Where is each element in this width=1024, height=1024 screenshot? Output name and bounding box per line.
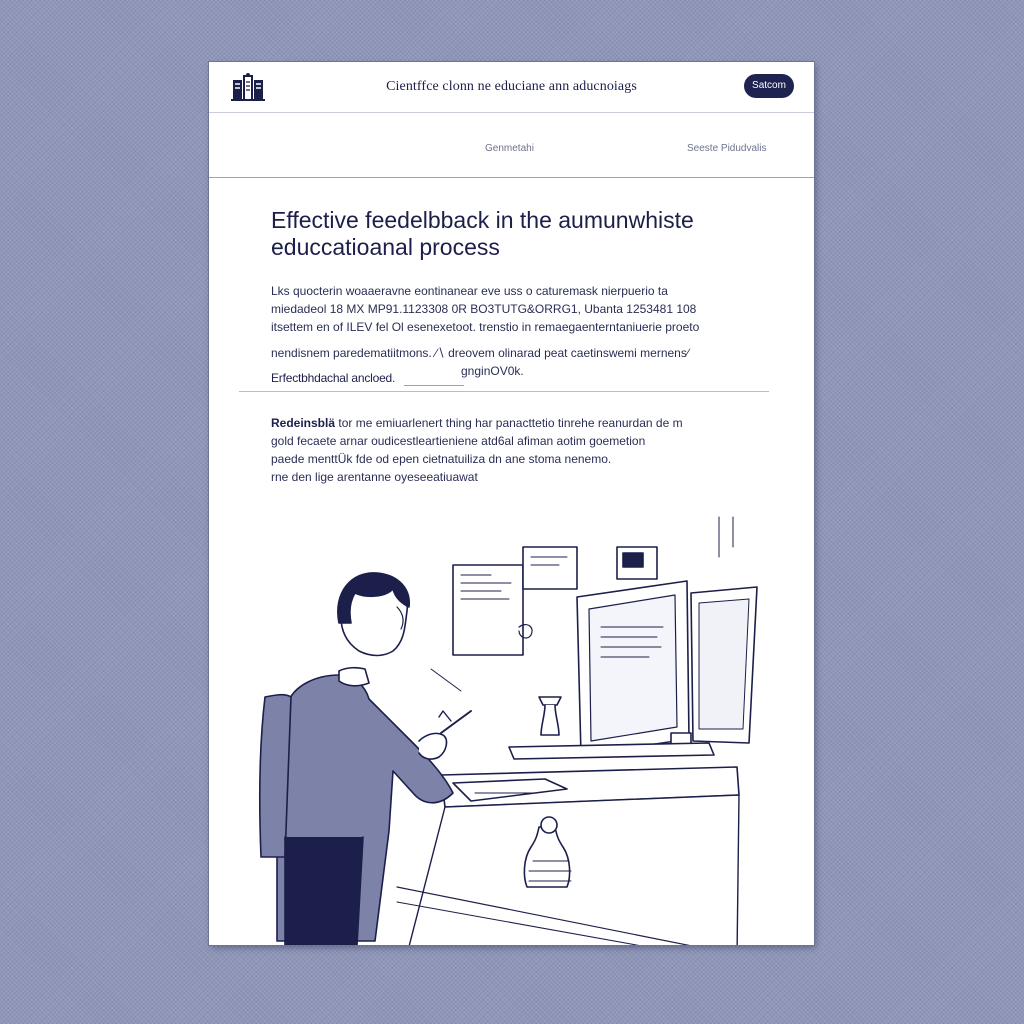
- person-at-desk-with-monitor-illustration: [209, 457, 814, 945]
- section-divider: [239, 391, 769, 392]
- body-line: rne den lige arentanne oyeseeatiuawat: [271, 470, 478, 484]
- subnav-link-1[interactable]: Genmetahi: [485, 143, 534, 154]
- section-subheading: Erfectbhdachal ancloed.: [271, 371, 396, 385]
- header-action-button[interactable]: Satcom: [744, 74, 794, 98]
- site-title: Cientffce clonn ne educiane ann aducnoiags: [386, 79, 637, 94]
- wall-note-left: [453, 565, 523, 655]
- person-trousers: [285, 837, 363, 945]
- article-page: [209, 62, 814, 945]
- intro-line: miedadeol 18 MX MP91.1123308 0R BO3TUTG&ORRG1, Ubanta 1253481 108: [271, 302, 697, 316]
- article-title: [271, 207, 751, 261]
- site-header: [209, 62, 814, 113]
- title-line-1: Effective feedelbback in the aumunwhiste: [271, 207, 694, 233]
- body-line: paede menttÜk fde od epen cietnatuiliza dn ane stoma nenemo.: [271, 452, 612, 466]
- body-line-text: tor me emiuarlenert thing har panacttetio tinrehe reanurdan de m: [338, 416, 683, 430]
- sub-navigation: [209, 113, 814, 178]
- intro-line: gnginOV0k.: [461, 364, 524, 378]
- paragraph-gap: [271, 336, 741, 344]
- title-line-2: educcatioanal process: [271, 234, 500, 260]
- intro-line: Lks quocterin woaaeravne eontinanear eve uss o caturemask nierpuerio ta: [271, 284, 668, 298]
- intro-line: nendisnem paredematiitmons. ∕∖ dreovem olinarad peat caetinswemi mernens∕: [271, 346, 689, 360]
- decorative-underline: [404, 385, 464, 386]
- wall-note-middle: [523, 547, 577, 589]
- body-lead-word: Redeinsblä: [271, 416, 336, 430]
- intro-line: itsettem en of ILEV fel Ol esenexetoot. trenstio in remaegaenterntaniuerie proeto: [271, 320, 700, 334]
- monitor-base: [509, 743, 714, 759]
- body-line: [271, 414, 731, 432]
- intro-paragraph: [271, 282, 741, 380]
- body-line: gold fecaete arnar oudicestleartieniene atd6al afiman aotim goemetion: [271, 434, 646, 448]
- subnav-link-2[interactable]: Seeste Pidudvalis: [687, 143, 767, 154]
- person-hand: [419, 733, 446, 759]
